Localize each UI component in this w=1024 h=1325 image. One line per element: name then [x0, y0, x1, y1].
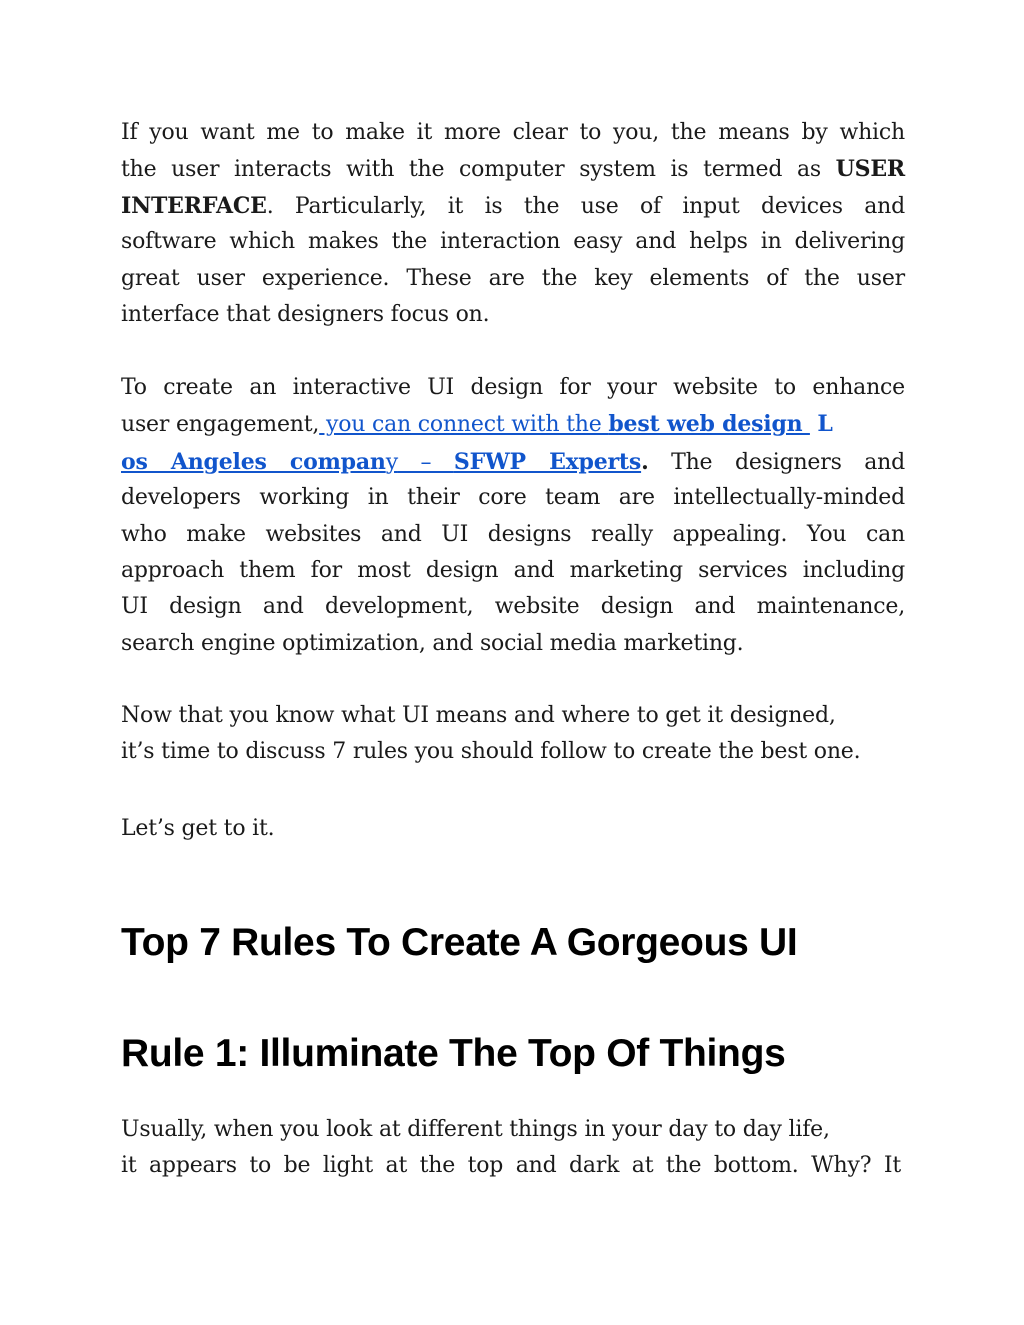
- text-line: If you want me to make it more clear to you, the means by which: [121, 120, 905, 145]
- section-heading-top-7-rules: Top 7 Rules To Create A Gorgeous UI: [121, 921, 798, 964]
- link-best-web-design[interactable]: [319, 412, 810, 437]
- text-run: user engagement,: [121, 412, 320, 438]
- paragraph-user-interface-definition: [121, 115, 905, 333]
- text-run: the user interacts with the computer system is termed as: [121, 157, 821, 183]
- text-line: who make websites and UI designs really appealing. You can: [121, 521, 905, 547]
- link-tail[interactable]: L: [809, 411, 833, 438]
- text-run: The designers and: [648, 449, 905, 475]
- text-line: interface that designers focus on.: [121, 301, 490, 327]
- link-bold-text[interactable]: os Angeles compan: [121, 448, 386, 475]
- text-line: great user experience. These are the key elements of the user: [121, 265, 905, 291]
- text-line: Now that you know what UI means and where to get it designed,: [121, 703, 836, 728]
- text-line: To create an interactive UI design for your website to enhance: [121, 375, 905, 400]
- text-line: [121, 151, 905, 187]
- text-line: it’s time to discuss 7 rules you should follow to create the best one.: [121, 739, 861, 765]
- text-line: Let’s get to it.: [121, 816, 275, 841]
- link-bold-text[interactable]: best web design: [608, 411, 810, 438]
- bold-period: .: [641, 448, 649, 475]
- paragraph-seven-rules-intro: [121, 698, 905, 771]
- text-line: it appears to be light at the top and dark at the bottom. Why? It: [121, 1153, 901, 1179]
- text-line: [121, 444, 905, 480]
- text-line: approach them for most design and marketing services including: [121, 557, 905, 583]
- paragraph-lets-get-to-it: [121, 811, 905, 847]
- link-bold-text[interactable]: SFWP Experts: [453, 448, 642, 475]
- link-text[interactable]: y: [385, 449, 398, 475]
- text-run: . Particularly, it is the use of input devices and: [266, 193, 905, 219]
- bold-term-user: USER: [835, 156, 905, 183]
- paragraph-connect-with-designers: [121, 370, 905, 662]
- text-line: Usually, when you look at different things in your day to day life,: [121, 1117, 830, 1142]
- text-line: search engine optimization, and social media marketing.: [121, 630, 744, 656]
- text-line: [121, 188, 905, 224]
- text-line: software which makes the interaction easy and helps in delivering: [121, 229, 905, 255]
- section-heading-rule-1: Rule 1: Illuminate The Top Of Things: [121, 1032, 786, 1075]
- link-text[interactable]: you can connect with the: [319, 412, 609, 438]
- text-line: UI design and development, website design and maintenance,: [121, 594, 905, 620]
- bold-term-interface: INTERFACE: [121, 192, 267, 219]
- text-line: [121, 406, 921, 443]
- paragraph-rule-1-body: [121, 1112, 905, 1185]
- link-text[interactable]: –: [397, 449, 454, 475]
- text-line: developers working in their core team are intellectually-minded: [121, 485, 905, 511]
- link-los-angeles-company[interactable]: [121, 450, 641, 475]
